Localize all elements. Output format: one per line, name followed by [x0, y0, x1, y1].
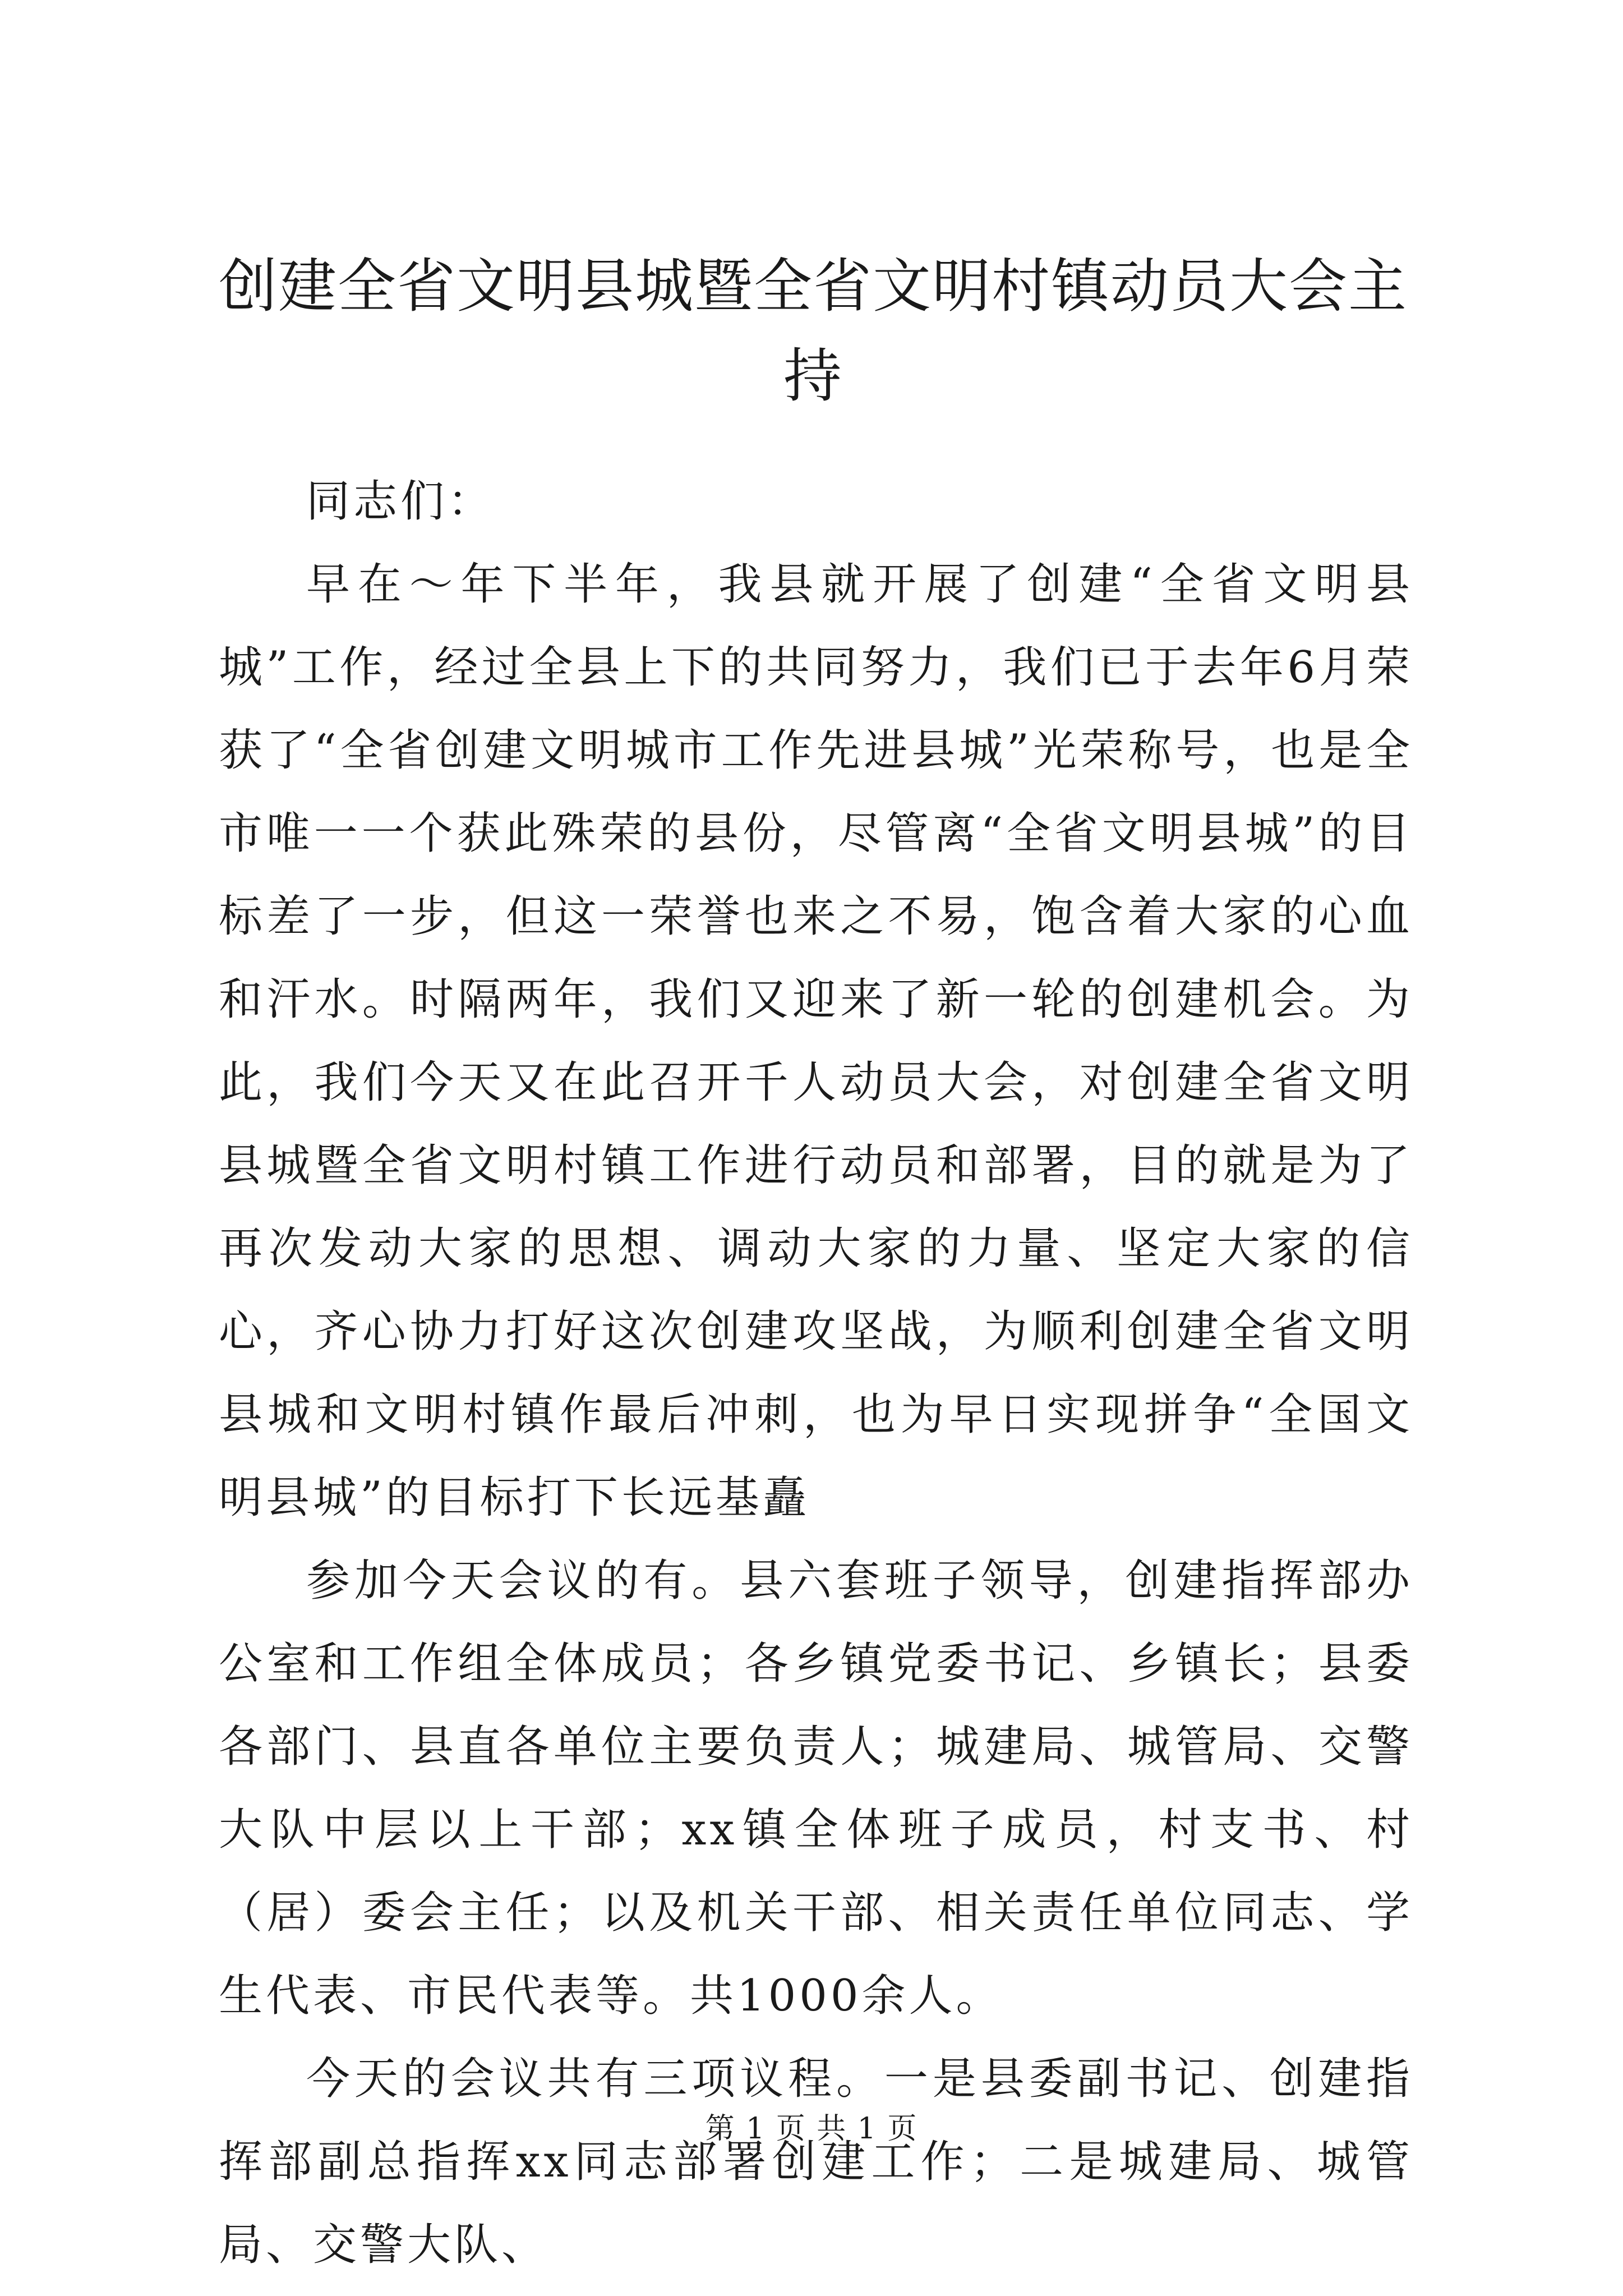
page-footer: 第 1 页 共 1 页: [705, 2112, 918, 2146]
document-body: [219, 460, 1413, 2286]
body-paragraph: 今天的会议共有三项议程。一是县委副书记、创建指挥部副总指挥xx同志部署创建工作；二是城建局、城管局、交警大队、: [219, 2054, 1413, 2270]
body-paragraph: 参加今天会议的有。县六套班子领导，创建指挥部办公室和工作组全体成员；各乡镇党委书记、乡镇长；县委各部门、县直各单位主要负责人；城建局、城管局、交警大队中层以上干部；xx镇全体班子成员，村支书、村（居）委会主任；以及机关干部、相关责任单位同志、学生代表、市民代表等。共1000余人。: [219, 1556, 1413, 2021]
document-title: 创建全省文明县城暨全省文明村镇动员大会主持: [218, 252, 1408, 410]
body-paragraph: 早在～年下半年，我县就开展了创建“全省文明县城”工作，经过全县上下的共同努力，我们已于去年6月荣获了“全省创建文明城市工作先进县城”光荣称号，也是全市唯一一个获此殊荣的县份，尽管离“全省文明县城”的目标差了一步，但这一荣誉也来之不易，饱含着大家的心血和汗水。时隔两年，我们又迎来了新一轮的创建机会。为此，我们今天又在此召开千人动员大会，对创建全省文明县城暨全省文明村镇工作进行动员和部署，目的就是为了再次发动大家的思想、调动大家的力量、坚定大家的信心，齐心协力打好这次创建攻坚战，为顺利创建全省文明县城和文明村镇作最后冲刺，也为早日实现拼争“全国文明县城”的目标打下长远基矗: [219, 559, 1413, 1523]
salutation-paragraph: 同志们：: [306, 476, 495, 527]
